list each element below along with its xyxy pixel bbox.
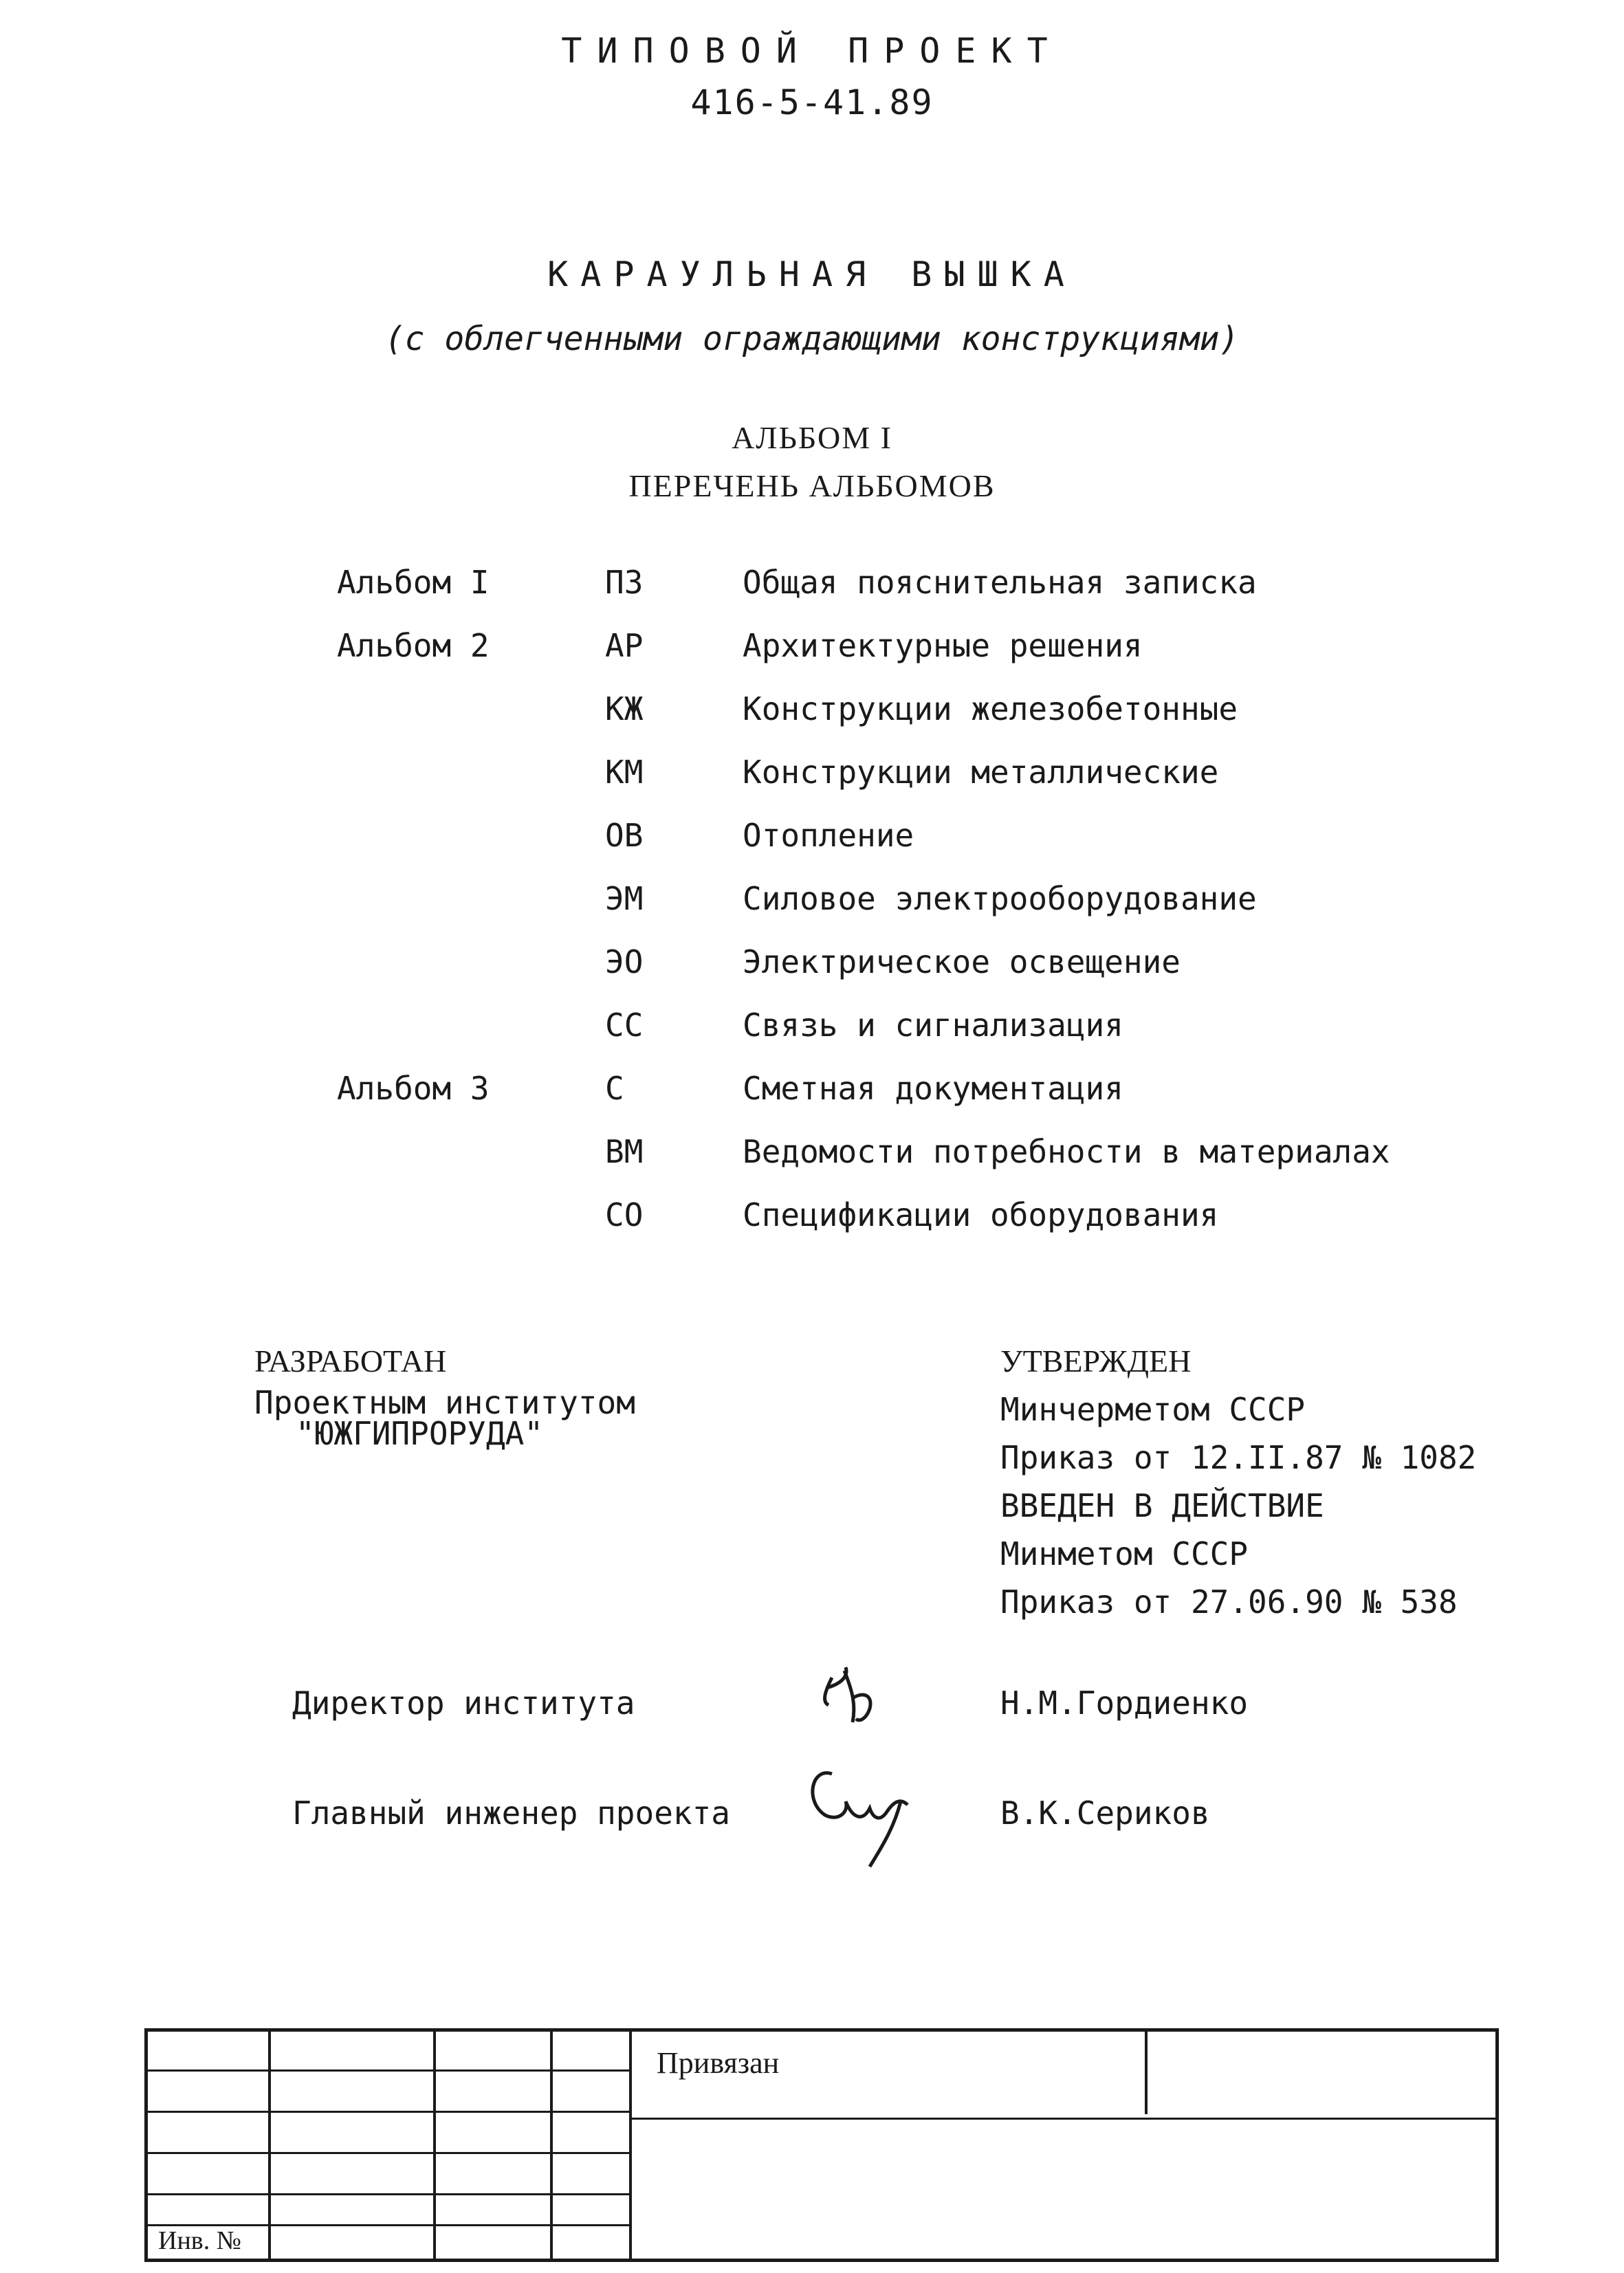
approved-ministry: Минчерметом СССР [1000, 1391, 1306, 1428]
inventory-number-label: Инв. № [158, 2226, 241, 2255]
approved-order: Приказ от 12.II.87 № 1082 [1000, 1439, 1477, 1476]
section-title: Ведомости потребности в материалах [743, 1133, 1390, 1170]
project-number: 416-5-41.89 [690, 83, 934, 122]
title-block-stamp [144, 2028, 1499, 2262]
section-title: Сметная документация [743, 1070, 1123, 1107]
section-code: АР [605, 627, 644, 664]
section-code: КЖ [605, 690, 644, 727]
section-title: Спецификации оборудования [743, 1196, 1219, 1233]
section-title: Архитектурные решения [743, 627, 1143, 664]
signature-role: Главный инженер проекта [292, 1794, 730, 1832]
section-title: Конструкции металлические [743, 754, 1219, 791]
section-title: Электрическое освещение [743, 943, 1181, 980]
tied-label: Привязан [657, 2046, 780, 2080]
section-code: ОВ [605, 817, 644, 854]
developed-block [254, 1337, 635, 1452]
section-code: ЭО [605, 943, 644, 980]
document-subtitle: (с облегченными ограждающими конструкциями) [384, 320, 1240, 358]
enacted-ministry: Минметом СССР [1000, 1535, 1249, 1572]
signature-name: Н.М.Гордиенко [1000, 1684, 1249, 1722]
developed-heading: РАЗРАБОТАН [254, 1343, 447, 1379]
enacted-heading: ВВЕДЕН В ДЕЙСТВИЕ [1000, 1487, 1324, 1524]
section-title: Отопление [743, 817, 914, 854]
signature-role: Директор института [292, 1684, 635, 1722]
section-code: СО [605, 1196, 644, 1233]
album-label: Альбом 3 [337, 1070, 490, 1107]
section-code: С [605, 1070, 624, 1107]
album-number: АЛЬБОМ I [732, 420, 892, 455]
signature-mark-director [811, 1664, 894, 1739]
section-title: Связь и сигнализация [743, 1007, 1123, 1044]
project-type-heading: ТИПОВОЙ ПРОЕКТ [561, 31, 1063, 71]
document-title: КАРАУЛЬНАЯ ВЫШКА [547, 254, 1077, 294]
approved-heading: УТВЕРЖДЕН [1000, 1343, 1192, 1379]
section-title: Силовое электрооборудование [743, 880, 1257, 917]
developed-institute-name: "ЮЖГИПРОРУДА" [296, 1415, 544, 1452]
developed-institute: Проектным институтом [254, 1384, 635, 1421]
album-label: Альбом I [337, 564, 490, 601]
section-title: Конструкции железобетонные [743, 690, 1238, 727]
signature-name: В.К.Сериков [1000, 1794, 1210, 1832]
section-code: КМ [605, 754, 644, 791]
section-code: ВМ [605, 1133, 644, 1170]
section-code: СС [605, 1007, 644, 1044]
approved-block [1000, 1337, 1476, 1626]
album-list-heading: ПЕРЕЧЕНЬ АЛЬБОМОВ [628, 468, 996, 503]
signature-mark-chief-engineer [798, 1753, 935, 1870]
album-label: Альбом 2 [337, 627, 490, 664]
section-code: ЭМ [605, 880, 644, 917]
enacted-order: Приказ от 27.06.90 № 538 [1000, 1583, 1458, 1621]
section-title: Общая пояснительная записка [743, 564, 1257, 601]
section-code: ПЗ [605, 564, 644, 601]
